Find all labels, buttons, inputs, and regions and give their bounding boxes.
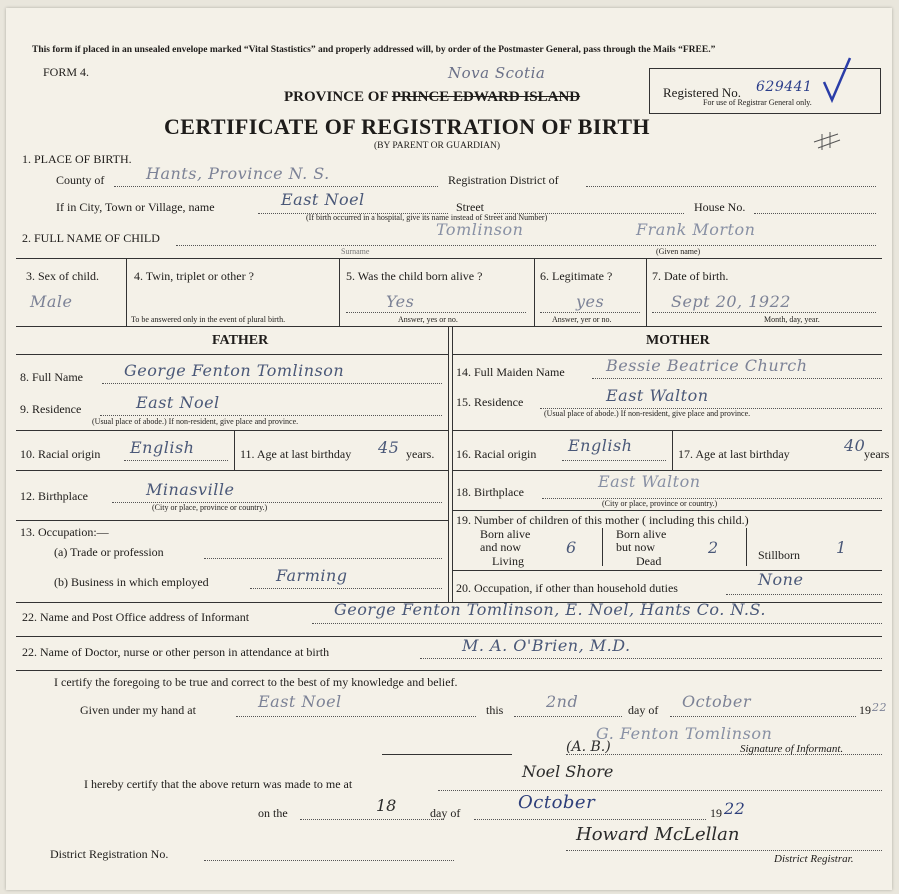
mother-occ-line <box>726 594 882 595</box>
county-label: County of <box>56 173 105 187</box>
mother-occ-value: None <box>758 570 804 589</box>
blue-check-mark <box>816 56 856 106</box>
legit-label: 6. Legitimate ? <box>540 269 613 283</box>
dead-l2: but now <box>616 540 655 554</box>
house-line <box>754 213 876 214</box>
city-label: If in City, Town or Village, name <box>56 200 215 214</box>
trade-label: (a) Trade or profession <box>54 545 164 559</box>
rule-living <box>602 528 603 566</box>
child-surname: Tomlinson <box>436 220 524 239</box>
rule-father-head <box>16 354 448 355</box>
mother-age-label: 17. Age at last birthday <box>678 447 790 461</box>
trade-line <box>204 558 442 559</box>
rule-mother-res <box>452 430 882 431</box>
sex-label: 3. Sex of child. <box>26 269 99 283</box>
father-res-value: East Noel <box>136 393 220 412</box>
day-line <box>514 716 622 717</box>
certificate-sheet <box>6 8 892 890</box>
rule-v1 <box>126 258 127 326</box>
rule-parents-divider <box>448 326 449 602</box>
rule-father-res <box>16 430 448 431</box>
surname-note: Surname <box>341 247 370 256</box>
province-prefix: PROVINCE OF <box>284 89 389 105</box>
mother-racial-line <box>562 460 666 461</box>
informant-signature: G. Fenton Tomlinson <box>596 724 773 743</box>
legit-line <box>540 312 640 313</box>
stillborn-value: 1 <box>836 538 847 557</box>
month-line <box>670 716 856 717</box>
father-name-value: George Fenton Tomlinson <box>124 361 345 380</box>
hospital-note: (If birth occurred in a hospital, give its name instead of Street and Number) <box>306 213 548 222</box>
father-age-value: 45 <box>378 438 400 457</box>
father-age-unit: years. <box>406 447 435 461</box>
doctor-label: 22. Name of Doctor, nurse or other person in attendance at birth <box>22 645 330 659</box>
mother-res-value: East Walton <box>606 386 709 405</box>
day-of-label: day of <box>628 703 659 717</box>
business-line <box>250 588 442 589</box>
father-birth-value: Minasville <box>146 480 235 499</box>
district-line <box>586 186 876 187</box>
mother-res-label: 15. Residence <box>456 395 524 409</box>
father-occ-label: 13. Occupation:— <box>20 525 109 539</box>
birthdate-note: Month, day, year. <box>764 315 820 324</box>
on-label: on the <box>258 806 288 820</box>
children-label: 19. Number of children of this mother ( including this child.) <box>456 513 749 527</box>
place-heading: 1. PLACE OF BIRTH. <box>22 152 132 166</box>
city-value: East Noel <box>281 190 365 209</box>
rule-v3 <box>534 258 535 326</box>
return-label: I hereby certify that the above return was made to me at <box>84 777 353 791</box>
province-line <box>284 90 580 105</box>
province-struck: PRINCE EDWARD ISLAND <box>391 89 581 105</box>
mother-name-line <box>592 378 882 379</box>
district-label: Registration District of <box>448 173 559 187</box>
child-name-label: 2. FULL NAME OF CHILD <box>22 231 160 245</box>
doctor-line <box>420 658 882 659</box>
signature-caption: Signature of Informant. <box>740 743 844 755</box>
father-birth-note: (City or place, province or country.) <box>152 503 268 512</box>
province-handwritten: Nova Scotia <box>448 64 546 82</box>
father-res-note: (Usual place of abode.) If non-resident, give place and province. <box>92 417 299 426</box>
business-label: (b) Business in which employed <box>54 575 209 589</box>
father-name-label: 8. Full Name <box>20 370 83 384</box>
rule-dead <box>746 528 747 566</box>
mother-age-value: 40 <box>844 436 866 455</box>
father-racial-label: 10. Racial origin <box>20 447 101 461</box>
rule-parents-divider-2 <box>452 326 453 602</box>
return-initials: (A. B.) <box>566 739 611 755</box>
day-value: 2nd <box>546 692 579 711</box>
mother-racial-value: English <box>568 436 633 455</box>
dead-l1: Born alive <box>616 527 667 541</box>
rule-sig-short <box>382 754 512 755</box>
on-day-line <box>300 819 444 820</box>
on-day-of: day of <box>430 806 461 820</box>
district-no-label: District Registration No. <box>50 847 169 861</box>
mother-birth-note: (City or place, province or country.) <box>602 499 718 508</box>
father-name-line <box>102 383 442 384</box>
alive-label: 5. Was the child born alive ? <box>346 269 483 283</box>
stillborn-label: Stillborn <box>758 548 801 562</box>
mother-name-value: Bessie Beatrice Church <box>606 356 808 375</box>
father-age-label: 11. Age at last birthday <box>240 447 352 461</box>
rule-father-age <box>234 430 235 470</box>
return-place: Noel Shore <box>522 762 614 781</box>
rule-v2 <box>339 258 340 326</box>
mother-birth-label: 18. Birthplace <box>456 485 524 499</box>
living-l2: and now <box>480 540 521 554</box>
registrar-sig-line <box>566 850 882 851</box>
mother-name-label: 14. Full Maiden Name <box>456 365 565 379</box>
mother-racial-label: 16. Racial origin <box>456 447 537 461</box>
doctor-value: M. A. O'Brien, M.D. <box>462 636 631 655</box>
postal-note: This form if placed in an unsealed envelope marked “Vital Stastistics” and properly addressed will, by order of the Postmaster General, pass through the Mails “FREE.” <box>32 45 716 55</box>
county-value: Hants, Province N. S. <box>146 164 330 183</box>
father-res-label: 9. Residence <box>20 402 82 416</box>
living-l1: Born alive <box>480 527 531 541</box>
registrar-note: For use of Registrar General only. <box>703 98 812 107</box>
district-registrar-caption: District Registrar. <box>774 853 854 865</box>
rule-mother-occ <box>452 570 882 571</box>
rule-mother-birth <box>452 470 882 471</box>
birthdate-value: Sept 20, 1922 <box>671 292 791 311</box>
living-l3: Living <box>492 554 524 568</box>
informant-line <box>312 623 882 624</box>
informant-value: George Fenton Tomlinson, E. Noel, Hants Co. N.S. <box>334 600 766 619</box>
document-subtitle: (BY PARENT OR GUARDIAN) <box>374 141 501 151</box>
mother-birth-value: East Walton <box>598 472 701 491</box>
certify-statement: I certify the foregoing to be true and correct to the best of my knowledge and belief. <box>54 675 458 689</box>
alive-line <box>346 312 526 313</box>
legit-note: Answer, yer or no. <box>552 315 612 324</box>
rule-father-occ <box>16 520 448 521</box>
form-number: FORM 4. <box>43 65 90 79</box>
business-value: Farming <box>276 566 348 585</box>
given-label: Given under my hand at <box>80 703 196 717</box>
sex-value: Male <box>30 292 73 311</box>
month-value: October <box>682 692 751 711</box>
this-label: this <box>486 703 504 717</box>
house-label: House No. <box>694 200 746 214</box>
document-title: CERTIFICATE OF REGISTRATION OF BIRTH <box>164 114 650 139</box>
father-heading: FATHER <box>212 333 269 348</box>
pencil-mark <box>812 130 842 152</box>
father-res-line <box>100 415 442 416</box>
rule-father-birth <box>16 470 448 471</box>
mother-occ-label: 20. Occupation, if other than household duties <box>456 581 678 595</box>
living-value: 6 <box>566 538 577 557</box>
father-racial-value: English <box>130 438 195 457</box>
given-note: (Given name) <box>656 247 701 256</box>
father-racial-line <box>124 460 228 461</box>
informant-label: 22. Name and Post Office address of Informant <box>22 610 250 624</box>
alive-note: Answer, yes or no. <box>398 315 458 324</box>
rule-doctor-top <box>16 636 882 637</box>
county-line <box>114 186 438 187</box>
child-given-name: Frank Morton <box>636 220 756 239</box>
given-place-line <box>236 716 476 717</box>
registrar-signature: Howard McLellan <box>576 824 740 845</box>
on-month-line <box>474 819 706 820</box>
rule-mother-children <box>452 510 882 511</box>
twin-note: To be answered only in the event of plural birth. <box>131 315 286 324</box>
registered-number: 629441 <box>756 79 813 95</box>
child-name-line <box>176 245 876 246</box>
on-day-value: 18 <box>376 796 397 815</box>
year-prefix: 19 <box>859 703 871 717</box>
legit-value: yes <box>576 292 605 311</box>
twin-label: 4. Twin, triplet or other ? <box>134 269 254 283</box>
district-no-line <box>204 860 454 861</box>
rule-mother-head <box>452 354 882 355</box>
dead-value: 2 <box>708 538 719 557</box>
mother-age-unit: years <box>864 447 890 461</box>
street-label: Street <box>456 200 484 214</box>
rule-child-top <box>16 258 882 259</box>
mother-res-note: (Usual place of abode.) If non-resident, give place and province. <box>544 409 751 418</box>
dead-l3: Dead <box>636 554 662 568</box>
year-value: 22 <box>872 701 887 714</box>
on-year-prefix: 19 <box>710 806 722 820</box>
return-line <box>438 790 882 791</box>
alive-value: Yes <box>386 292 415 311</box>
rule-parents-top <box>16 326 882 327</box>
rule-v4 <box>646 258 647 326</box>
father-birth-label: 12. Birthplace <box>20 489 88 503</box>
birthdate-line <box>652 312 876 313</box>
mother-heading: MOTHER <box>646 333 710 348</box>
rule-mother-age <box>672 430 673 470</box>
given-place: East Noel <box>258 692 342 711</box>
on-month-value: October <box>518 792 596 813</box>
registered-label: Registered No. <box>663 85 741 100</box>
rule-certify-top <box>16 670 882 671</box>
on-year-value: 22 <box>724 799 746 818</box>
birthdate-label: 7. Date of birth. <box>652 269 729 283</box>
